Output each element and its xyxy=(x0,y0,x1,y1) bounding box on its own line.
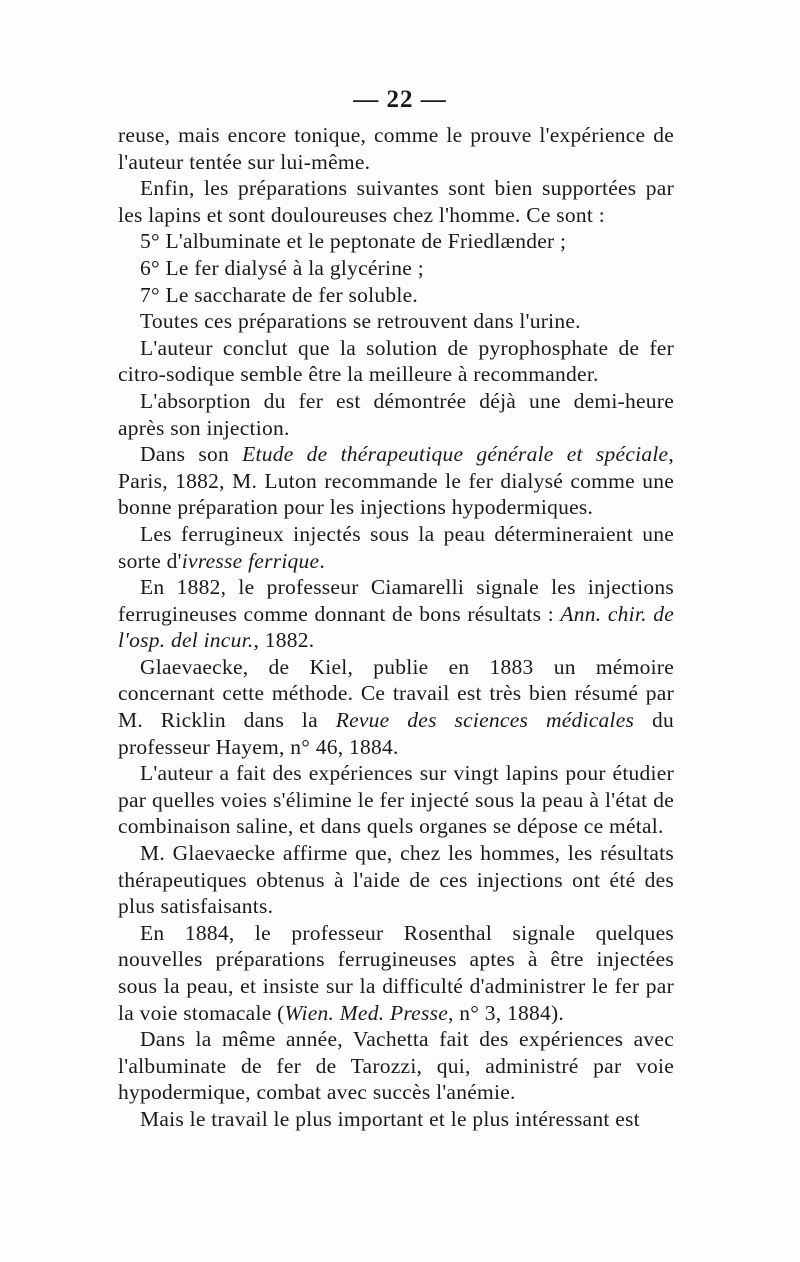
text-run: . xyxy=(319,548,325,573)
paragraph-results: M. Glaevaecke affirme que, chez les hommes, les résultats thérapeutiques obtenus à l'aide de ces injections ont été des plus satisfaisants. xyxy=(118,841,674,919)
paragraph-urine: Toutes ces préparations se retrouvent dans l'urine. xyxy=(140,309,581,334)
text-run: En 1882, le professeur Ciamarelli signale les injections ferrugineuses comme donnant de bons résultats : xyxy=(118,575,674,626)
paragraph-ciamarelli xyxy=(118,574,674,654)
paragraph-continuation: reuse, mais encore tonique, comme le prouve l'expérience de l'auteur tentée sur lui-même. xyxy=(118,123,674,174)
text-run: Glaevaecke, de Kiel, publie en 1883 un mémoire concernant cette méthode. Ce travail est très bien résumé par M. Ricklin dans la xyxy=(118,654,674,733)
paragraph-preparations: Enfin, les préparations suivantes sont bien supportées par les lapins et sont douloureuses chez l'homme. Ce sont : xyxy=(118,176,674,227)
list-item-7: 7° Le saccharate de fer soluble. xyxy=(140,282,419,307)
paragraph-vachetta: Dans la même année, Vachetta fait des expériences avec l'albuminate de fer de Tarozzi, qui, administré par voie hypodermique, combat avec succès l'anémie. xyxy=(118,1027,674,1105)
paragraph-experiments: L'auteur a fait des expériences sur vingt lapins pour étudier par quelles voies s'élimine le fer injecté sous la peau à l'état de combinaison saline, et dans quels organes se dépose ce métal. xyxy=(118,761,674,839)
list-item-6: 6° Le fer dialysé à la glycérine ; xyxy=(140,255,424,280)
text-run: Les ferrugineux injectés sous la peau détermineraient une sorte d' xyxy=(118,521,674,573)
page-number: — 22 — xyxy=(353,86,447,113)
list-item-5: 5° L'albuminate et le peptonate de Friedlænder ; xyxy=(140,229,567,254)
paragraph-closing: Mais le travail le plus important et le plus intéressant est xyxy=(140,1106,640,1131)
journal-reference: Revue des sciences médicales xyxy=(335,708,635,733)
book-title: Etude de thérapeutique générale et spéciale xyxy=(242,442,669,467)
paragraph-luton xyxy=(118,441,674,521)
text-run: Dans son xyxy=(140,442,243,467)
text-run: En 1884, le professeur Rosenthal signale quelques nouvelles préparations ferrugineuses aptes à être injectées sous la peau, et insiste sur la difficulté d'administrer le fer par la voie stomacale ( xyxy=(118,920,674,1025)
page-body xyxy=(118,122,674,1133)
paragraph-glaevaecke xyxy=(118,654,674,760)
paragraph-conclusion: L'auteur conclut que la solution de pyrophosphate de fer citro-sodique semble être la meilleure à recommander. xyxy=(118,335,674,387)
text-run: , n° 3, 1884). xyxy=(448,1000,565,1025)
text-run: du professeur Hayem, n° 46, 1884. xyxy=(118,708,674,759)
paragraph-ivresse xyxy=(118,521,674,574)
paragraph-rosenthal xyxy=(118,920,674,1026)
text-run: , Paris, 1882, M. Luton recommande le fer dialysé comme une bonne préparation pour les injections hypodermiques. xyxy=(118,442,674,520)
journal-reference: Wien. Med. Presse xyxy=(284,1000,448,1025)
italic-term: ivresse ferrique xyxy=(181,548,320,573)
paragraph-absorption: L'absorption du fer est démontrée déjà une demi-heure après son injection. xyxy=(118,388,674,440)
text-run: , 1882. xyxy=(253,628,315,653)
journal-reference: Ann. chir. de l'osp. del incur. xyxy=(118,601,674,653)
